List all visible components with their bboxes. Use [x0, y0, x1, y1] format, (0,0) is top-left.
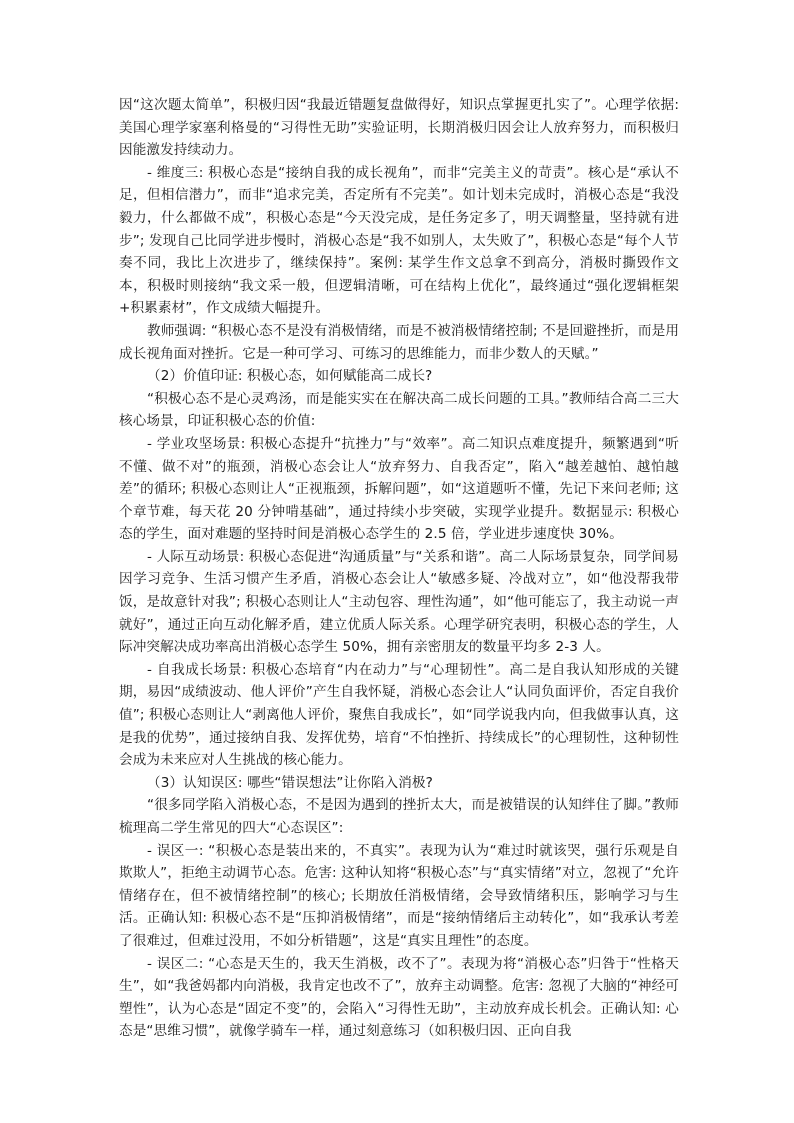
paragraph-misconception-one: - 误区一: “积极心态是装出来的，不真实”。表现为认为“难过时就该哭，强行乐观是自欺欺人”，拒绝主动调节心态。危害: 这种认知将“积极心态”与“真实情绪”对立，忽视了“允许情绪存在，但不被情绪控制”的核心; 长期放任消极情绪，会导致情绪积压，影响学习与生活。正确认知: 积极心态不是“压抑消极情绪”，而是“接纳情绪后主动转化”，如“我承认考差了很难过，但难过没用，不如分析错题”，这是“真实且理性”的态度。 — [119, 842, 679, 949]
document-body — [119, 94, 679, 1043]
paragraph-interpersonal-scenario: - 人际互动场景: 积极心态促进“沟通质量”与“关系和谐”。高二人际场景复杂，同学间易因学习竞争、生活习惯产生矛盾，消极心态会让人“敏感多疑、冷战对立”，如“他没帮我带饭，是故意针对我”; 积极心态则让人“主动包容、理性沟通”，如“他可能忘了，我主动说一声就好”，通过正向互动化解矛盾，建立优质人际关系。心理学研究表明，积极心态的学生，人际冲突解决成功率高出消极心态学生 50%，拥有亲密朋友的数量平均多 2-3 人。 — [119, 548, 679, 656]
paragraph-misconception-two: - 误区二: “心态是天生的，我天生消极，改不了”。表现为将“消极心态”归咎于“性格天生”，如“我爸妈都内向消极，我肯定也改不了”，放弃主动调整。危害: 忽视了大脑的“神经可塑性”，认为心态是“固定不变”的，会陷入“习得性无助”，主动放弃成长机会。正确认知: 心态是“思维习惯”，就像学骑车一样，通过刻意练习（如积极归因、正向自我 — [119, 955, 679, 1040]
paragraph-misconceptions-intro: “很多同学陷入消极心态，不是因为遇到的挫折太大，而是被错误的认知绊住了脚。”教师梳理高二学生常见的四大“心态误区”: — [119, 797, 679, 836]
section-heading-value: （2）价值印证: 积极心态，如何赋能高二成长? — [147, 368, 433, 385]
paragraph-academic-scenario: - 学业攻坚场景: 积极心态提升“抗挫力”与“效率”。高二知识点难度提升，频繁遇到“听不懂、做不对”的瓶颈，消极心态会让人“放弃努力、自我否定”，陷入“越差越怕、越怕越差”的循环; 积极心态则让人“正视瓶颈，拆解问题”，如“这道题听不懂，先记下来问老师; 这个章节难，每天花 20 分钟啃基础”，通过持续小步突破，实现学业提升。数据显示: 积极心态的学生，面对难题的坚持时间是消极心态学生的 2.5 倍，学业进步速度快 30%。 — [119, 435, 679, 543]
paragraph-attribution-continued: 因“这次题太简单”，积极归因“我最近错题复盘做得好，知识点掌握更扎实了”。心理学依据: 美国心理学家塞利格曼的“习得性无助”实验证明，长期消极归因会让人放弃努力，而积极归因能激发持续动力。 — [119, 97, 679, 159]
paragraph-teacher-emphasis: 教师强调: “积极心态不是没有消极情绪，而是不被消极情绪控制; 不是回避挫折，而是用成长视角面对挫折。它是一种可学习、可练习的思维能力，而非少数人的天赋。” — [119, 322, 680, 362]
paragraph-value-intro: “积极心态不是心灵鸡汤，而是能实实在在解决高二成长问题的工具。”教师结合高二三大核心场景，印证积极心态的价值: — [119, 390, 679, 430]
paragraph-dimension-three: - 维度三: 积极心态是“接纳自我的成长视角”，而非“完美主义的苛责”。核心是“承认不足，但相信潜力”，而非“追求完美，否定所有不完美”。如计划未完成时，消极心态是“我没毅力，什么都做不成”，积极心态是“今天没完成，是任务定多了，明天调整量，坚持就有进步”; 发现自己比同学进步慢时，消极心态是“我不如别人，太失败了”，积极心态是“每个人节奏不同，我比上次进步了，继续保持”。案例: 某学生作文总拿不到高分，消极时撕毁作文本，积极时则接纳“我文采一般，但逻辑清晰，可在结构上优化”，最终通过“强化逻辑框架+积累素材”，作文成绩大幅提升。 — [119, 164, 679, 317]
section-heading-misconceptions: （3）认知误区: 哪些“错误想法”让你陷入消极? — [147, 774, 433, 791]
paragraph-self-growth-scenario: - 自我成长场景: 积极心态培育“内在动力”与“心理韧性”。高二是自我认知形成的关键期，易因“成绩波动、他人评价”产生自我怀疑，消极心态会让人“认同负面评价，否定自我价值”; 积极心态则让人“剥离他人评价，聚焦自我成长”，如“同学说我内向，但我做事认真，这是我的优势”，通过接纳自我、发挥优势，培育“不怕挫折、持续成长”的心理韧性，这种韧性会成为未来应对人生挑战的核心能力。 — [119, 661, 679, 769]
